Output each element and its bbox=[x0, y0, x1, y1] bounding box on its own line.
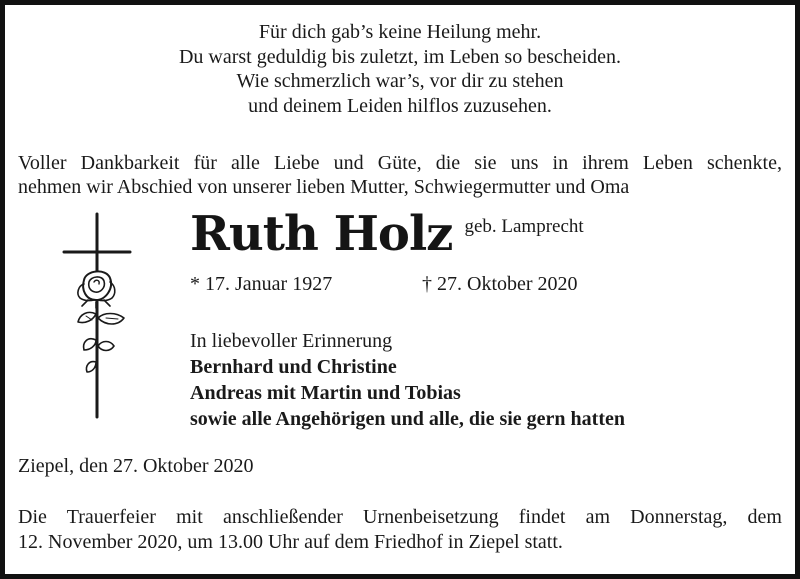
mourners-heading: In liebevoller Erinnerung bbox=[190, 330, 393, 352]
birth-name: geb. Lamprecht bbox=[464, 216, 584, 237]
poem-line: Für dich gab’s keine Heilung mehr. bbox=[258, 21, 542, 43]
funeral-line: 12. November 2020, um 13.00 Uhr auf dem Friedhof in Ziepel statt. bbox=[18, 531, 563, 553]
intro-line: nehmen wir Abschied von unserer lieben Mutter, Schwiegermutter und Oma bbox=[18, 176, 630, 198]
mourner-line: Andreas mit Martin und Tobias bbox=[190, 382, 461, 404]
funeral-line: Die Trauerfeier mit anschließender Urnenbeisetzung findet am Donnerstag, dem bbox=[18, 506, 782, 528]
mourner-line: sowie alle Angehörigen und alle, die sie gern hatten bbox=[190, 408, 625, 430]
poem-line: und deinem Leiden hilflos zuzusehen. bbox=[248, 94, 552, 117]
intro-text bbox=[18, 151, 782, 199]
death-date: † 27. Oktober 2020 bbox=[422, 273, 578, 295]
poem-line: Du warst geduldig bis zuletzt, im Leben so bescheiden. bbox=[178, 45, 622, 68]
mourner-line: Bernhard und Christine bbox=[190, 356, 397, 378]
mourners-block bbox=[190, 328, 625, 432]
deceased-name: Ruth Holz bbox=[190, 206, 453, 262]
deceased-name-row bbox=[190, 206, 584, 262]
poem-line: Wie schmerzlich war’s, vor dir zu stehen bbox=[236, 70, 564, 92]
cross-with-rose-icon bbox=[58, 212, 138, 420]
memorial-poem bbox=[0, 20, 800, 118]
place-and-date: Ziepel, den 27. Oktober 2020 bbox=[18, 455, 254, 477]
birth-date: * 17. Januar 1927 bbox=[190, 273, 333, 295]
intro-line: Voller Dankbarkeit für alle Liebe und Güte, die sie uns in ihrem Leben schenkte, bbox=[18, 152, 782, 174]
funeral-details bbox=[18, 505, 782, 555]
